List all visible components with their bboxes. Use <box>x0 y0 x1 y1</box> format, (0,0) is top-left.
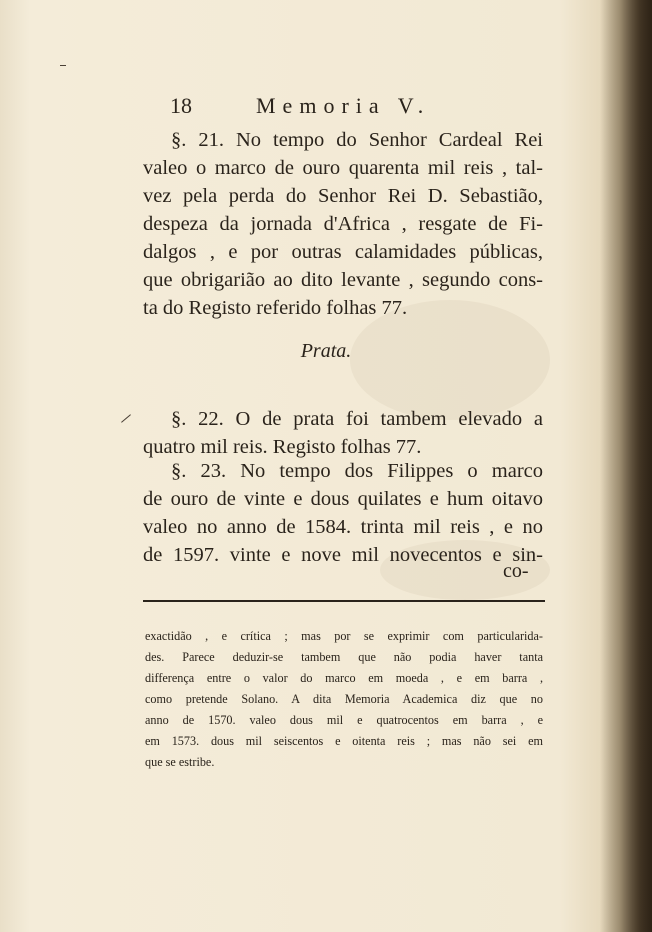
text-line: §. 23. No tempo dos Filippes o marco <box>171 460 543 482</box>
footnote-line: como pretende Solano. A dita Memoria Academica diz que no <box>145 692 543 706</box>
ink-speck <box>60 65 66 66</box>
text-line: dalgos , e por outras calamidades públicas, <box>143 241 543 263</box>
footnote-line: des. Parece deduzir-se tambem que não podia haver tanta <box>145 650 543 664</box>
text-line: que obrigarião ao dito levante , segundo cons- <box>143 269 543 291</box>
footnote-divider <box>143 600 545 602</box>
catchword: co- <box>503 560 529 582</box>
paragraph-22 <box>143 405 543 461</box>
footnote-line: que se estribe. <box>145 755 215 769</box>
text-line: quatro mil reis. Registo folhas 77. <box>143 436 422 458</box>
text-line: vez pela perda do Senhor Rei D. Sebastião, <box>143 185 543 207</box>
text-line: §. 22. O de prata foi tambem elevado a <box>171 408 543 430</box>
running-title: Memoria V. <box>256 93 431 118</box>
text-line: valeo no anno de 1584. trinta mil reis , e no <box>143 516 543 538</box>
text-line: despeza da jornada d'Africa , resgate de Fi- <box>143 213 543 235</box>
footnote-line: em 1573. dous mil seiscentos e oitenta reis ; mas não sei em <box>145 734 543 748</box>
paragraph-21 <box>143 126 543 322</box>
text-line: de 1597. vinte e nove mil novecentos e sin- <box>143 544 543 566</box>
text-line: valeo o marco de ouro quarenta mil reis , tal- <box>143 157 543 179</box>
paragraph-23 <box>143 457 543 569</box>
footnote-line: differença entre o valor do marco em moeda , e em barra , <box>145 671 543 685</box>
footnote-line: anno de 1570. valeo dous mil e quatrocentos em barra , e <box>145 713 543 727</box>
spine-shadow <box>600 0 652 932</box>
text-line: §. 21. No tempo do Senhor Cardeal Rei <box>171 129 543 151</box>
section-heading: Prata. <box>300 340 352 362</box>
ink-speck <box>121 414 131 422</box>
text-line: ta do Registo referido folhas 77. <box>143 297 408 319</box>
footnote <box>145 626 543 773</box>
text-line: de ouro de vinte e dous quilates e hum oitavo <box>143 488 543 510</box>
page-number: 18 <box>170 93 192 118</box>
page-header <box>170 93 460 123</box>
footnote-line: exactidão , e crítica ; mas por se exprimir com particularida- <box>145 629 543 643</box>
